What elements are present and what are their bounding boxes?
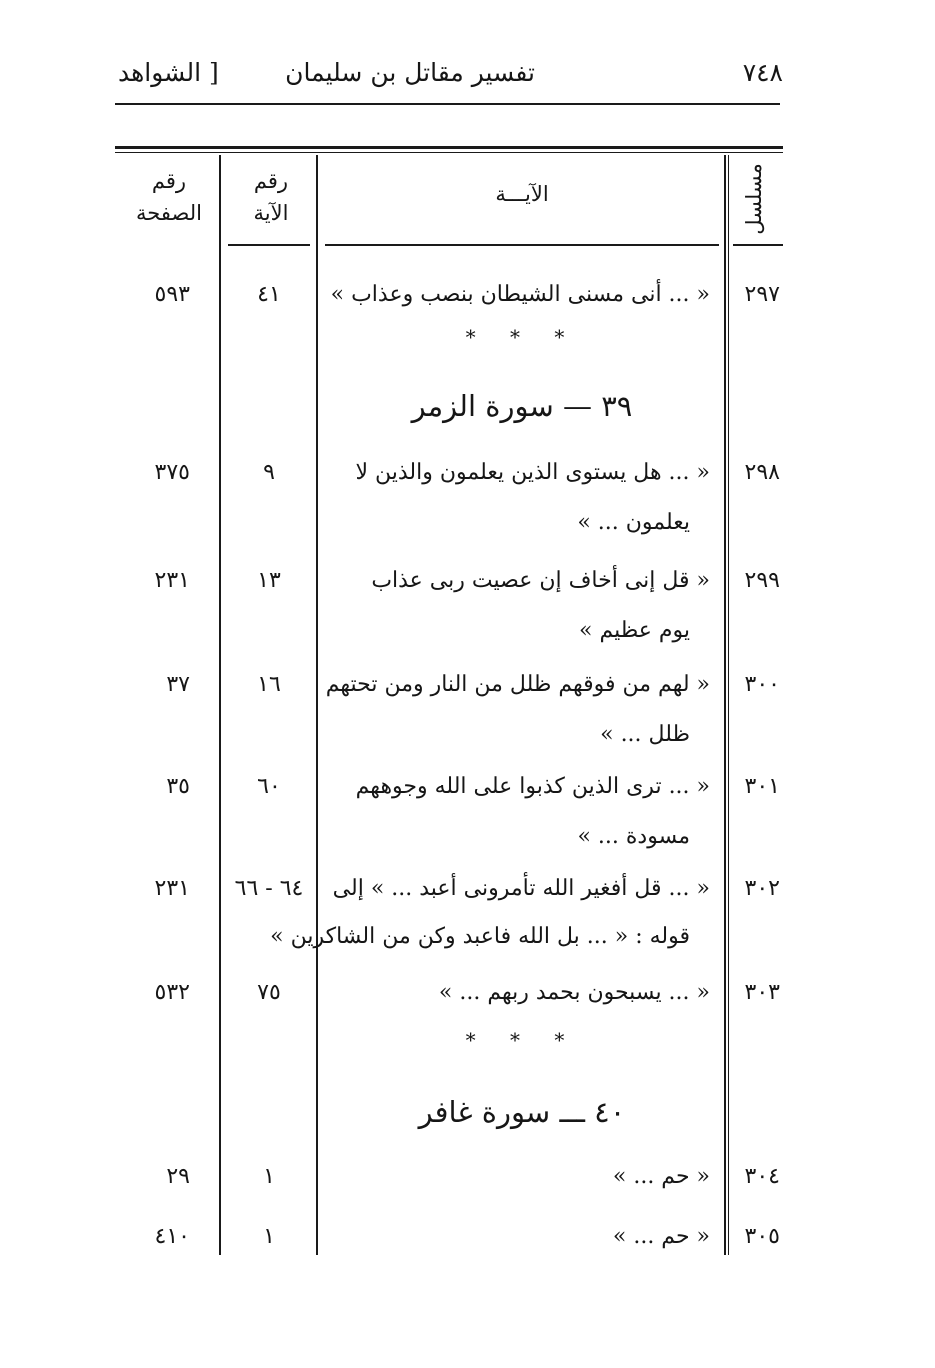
serial-number: ٣٠٣ [744, 980, 780, 1005]
page-reference: ٤١٠ [154, 1224, 190, 1249]
verse-text-continued: يعلمون ... » [577, 510, 690, 535]
verse-number: ١ [263, 1224, 275, 1249]
verse-number: ٦٠ [257, 774, 281, 799]
page-reference: ٢٣١ [154, 568, 190, 593]
serial-number: ٣٠٠ [744, 672, 780, 697]
verse-text-continued: مسودة ... » [577, 824, 690, 849]
section-title: [ الشواهد [118, 58, 219, 87]
verse-number: ٩ [263, 460, 275, 485]
verse-number: ٤١ [257, 282, 281, 307]
table-top-rule [115, 146, 783, 149]
surah-heading: ٣٩ — سورة الزمر [411, 389, 633, 423]
book-title: تفسير مقاتل بن سليمان [285, 58, 535, 87]
serial-number: ٢٩٩ [744, 568, 780, 593]
verse-text: « ... ترى الذين كذبوا على الله وجوههم [355, 774, 710, 799]
column-header-page-no: رقم الصفحة [136, 169, 202, 225]
page-reference: ٣٧ [166, 672, 190, 697]
header-underline-verse-no [228, 244, 310, 246]
serial-number: ٣٠٤ [744, 1164, 780, 1189]
table-top-rule-inner [115, 152, 783, 153]
verse-number: ٦٤ - ٦٦ [234, 876, 304, 901]
column-divider-page [219, 155, 221, 1255]
section-separator: * * * [465, 325, 579, 349]
column-divider-verse [724, 155, 726, 1255]
verse-text-continued: قوله : « ... بل الله فاعبد وكن من الشاكرين » [270, 924, 690, 949]
verse-text-continued: يوم عظيم » [578, 618, 690, 643]
verse-text: « حم ... » [612, 1224, 710, 1249]
page-number: ٧٤٨ [742, 58, 783, 87]
verse-text: « ... أنى مسنى الشيطان بنصب وعذاب » [330, 282, 710, 307]
page-reference: ٥٩٣ [154, 282, 190, 307]
serial-number: ٣٠٢ [744, 876, 780, 901]
verse-number: ١٦ [257, 672, 281, 697]
serial-number: ٣٠٥ [744, 1224, 780, 1249]
header-underline-serial [733, 244, 783, 246]
header-underline-verse [325, 244, 719, 246]
verse-text-continued: ظلل ... » [600, 722, 690, 747]
page-reference: ٣٥ [166, 774, 190, 799]
page-reference: ٥٣٢ [154, 980, 190, 1005]
page-reference: ٢٣١ [154, 876, 190, 901]
serial-number: ٢٩٨ [744, 460, 780, 485]
verse-text: « لهم من فوقهم ظلل من النار ومن تحتهم [325, 672, 710, 697]
column-divider-verse-inner [728, 155, 729, 1255]
verse-text: « قل إنى أخاف إن عصيت ربى عذاب [371, 568, 710, 593]
serial-number: ٣٠١ [744, 774, 780, 799]
surah-heading: ٤٠ ـــ سورة غافر [418, 1095, 626, 1129]
verse-text: « ... يسبحون بحمد ربهم ... » [438, 980, 710, 1005]
serial-header-text: مسلسل [742, 163, 767, 235]
verse-text: « ... هل يستوى الذين يعلمون والذين لا [355, 460, 710, 485]
page-reference: ٣٧٥ [154, 460, 190, 485]
section-separator: * * * [465, 1028, 579, 1052]
verse-text: « ... قل أفغير الله تأمرونى أعبد ... » إلى [332, 876, 710, 901]
verse-text: « حم ... » [612, 1164, 710, 1189]
verse-number: ١٣ [257, 568, 281, 593]
page-reference: ٢٩ [166, 1164, 190, 1189]
serial-number: ٢٩٧ [744, 282, 780, 307]
column-divider-verse-no [316, 155, 318, 1255]
column-header-verse: الآيـــة [495, 182, 549, 206]
verse-number: ٧٥ [257, 980, 281, 1005]
header-rule [115, 103, 780, 105]
verse-number: ١ [263, 1164, 275, 1189]
column-header-serial [733, 163, 775, 235]
column-header-verse-no: رقم الآية [253, 169, 289, 225]
